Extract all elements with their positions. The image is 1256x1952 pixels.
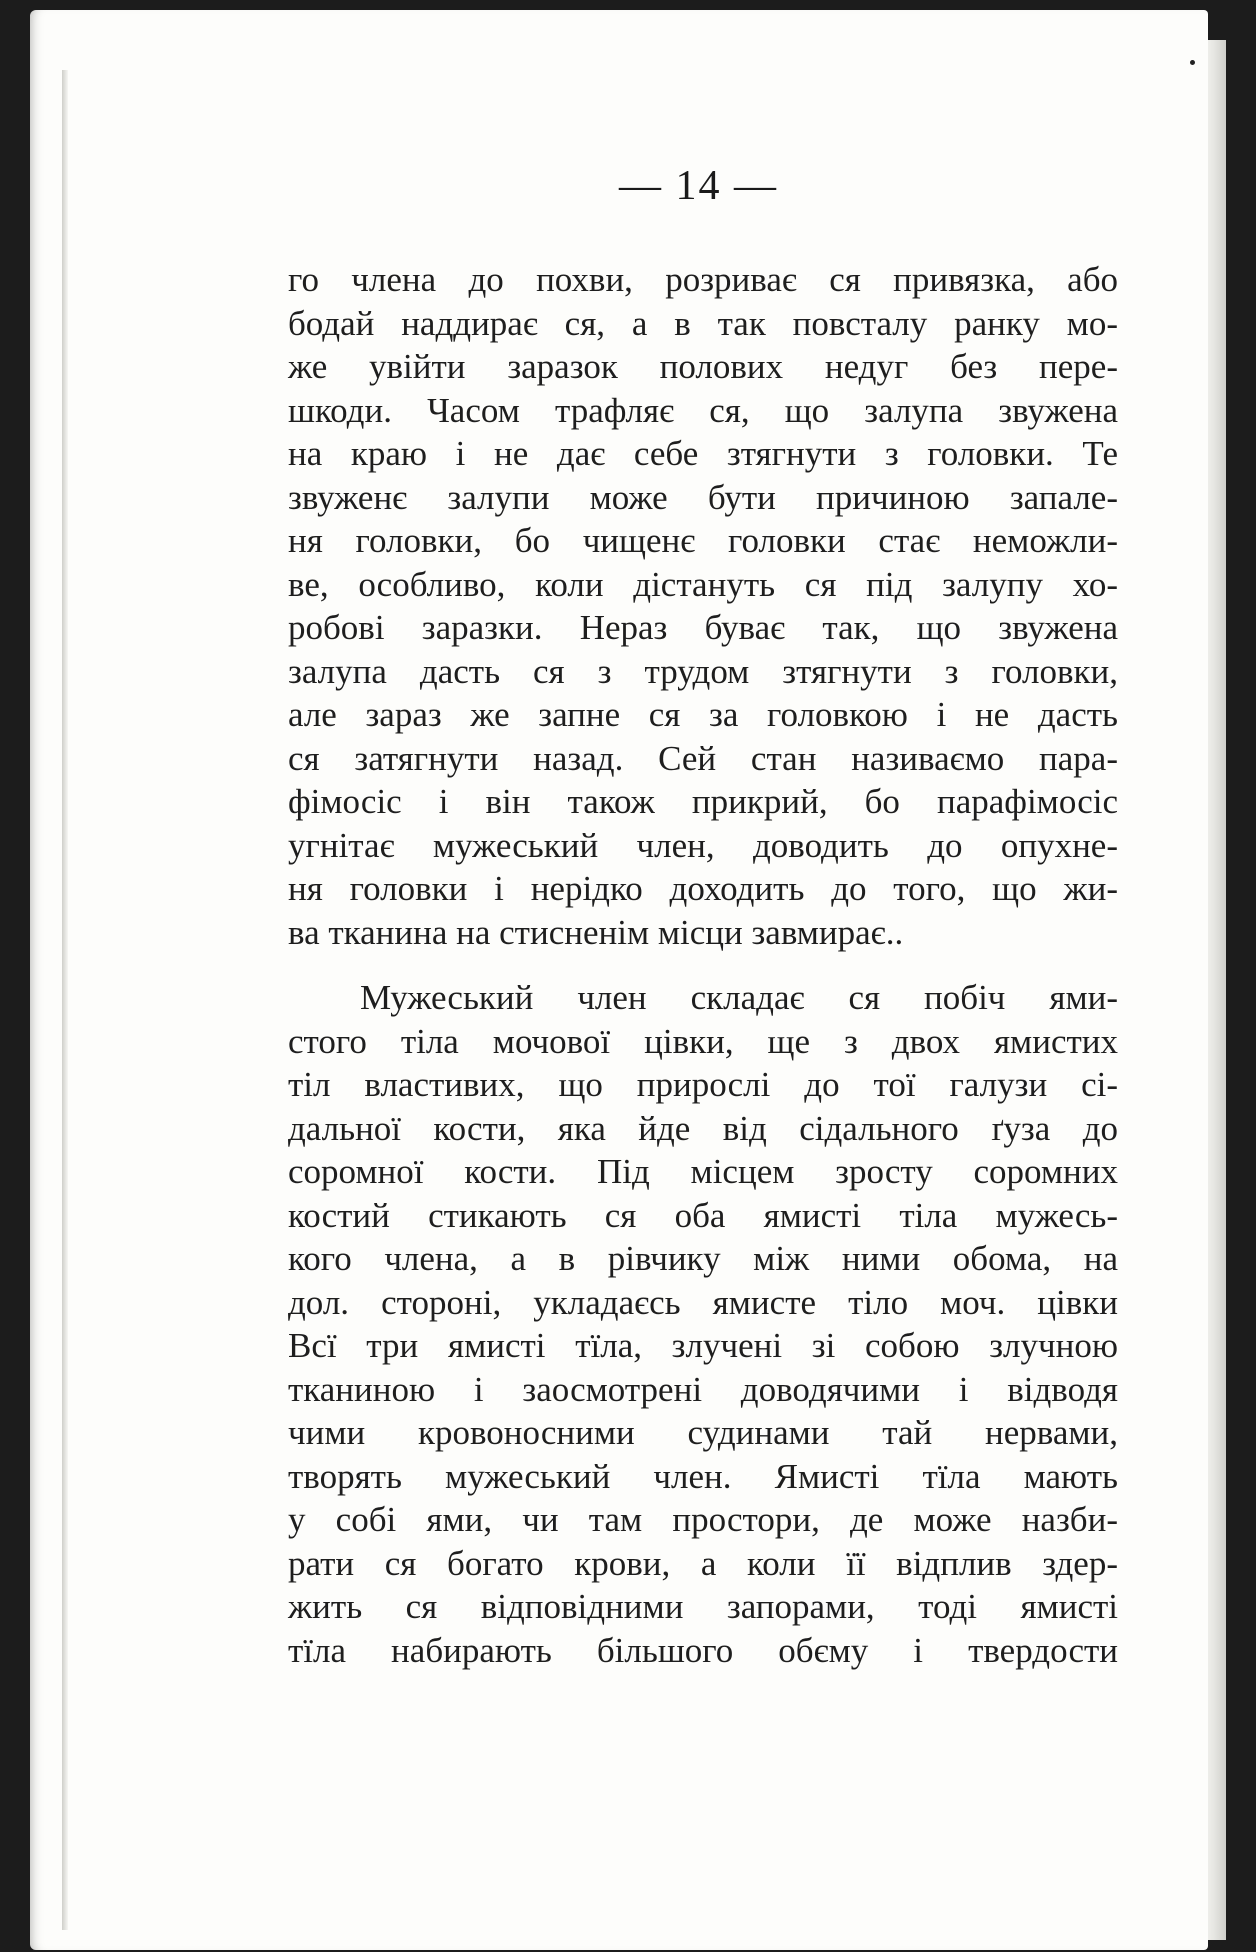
page-number: — 14 —: [619, 163, 778, 209]
text-line: угнітає мужеський член, доводить до опухне-: [288, 825, 1118, 865]
text-line: робові заразки. Нераз буває так, що звужена: [288, 608, 1118, 647]
text-line: у собі ями, чи там простори, де може назби-: [288, 1500, 1118, 1539]
text-line: чими кровоносними судинами тай нервами,: [288, 1413, 1118, 1452]
text-line: Мужеський член складає ся побіч ями-: [360, 978, 1118, 1017]
page-edge-left: [62, 70, 68, 1930]
paragraph-1: [288, 258, 1118, 954]
text-line: бодай наддирає ся, а в так повсталу ранку мо-: [288, 303, 1118, 343]
text-line: ва тканина на стисненім місци завмирає..: [288, 912, 904, 952]
text-line: ня головки, бо чищенє головки стає неможли-: [288, 521, 1118, 560]
text-line: жить ся відповідними запорами, тоді ямисті: [288, 1587, 1118, 1626]
text-line: дол. стороні, укладаєсь ямисте тіло моч. цівки: [288, 1282, 1118, 1322]
text-line: кого члена, а в рівчику між ними обома, на: [288, 1239, 1118, 1278]
text-line: тканиною і заосмотрені доводячими і відводя: [288, 1369, 1118, 1409]
text-line: але зараз же запне ся за головкою і не дасть: [288, 695, 1118, 734]
text-line: на краю і не дає себе зтягнути з головки. Те: [288, 434, 1118, 473]
text-line: творять мужеський член. Ямисті тїла мають: [288, 1456, 1118, 1496]
text-line: го члена до похви, розриває ся привязка, або: [288, 260, 1118, 299]
paragraph-gap: [288, 954, 1118, 976]
text-line: тіл властивих, що прирослі до тої галузи сі-: [288, 1065, 1118, 1104]
text-line: стого тіла мочової цівки, ще з двох ямистих: [288, 1021, 1118, 1061]
ink-speck: [1190, 60, 1195, 65]
text-line: соромної кости. Під місцем зросту соромних: [288, 1152, 1118, 1191]
text-line: звуженє залупи може бути причиною запале-: [288, 477, 1118, 517]
text-line: шкоди. Часом трафляє ся, що залупа звужена: [288, 390, 1118, 430]
text-line: фімосіс і він також прикрий, бо парафімосіс: [288, 782, 1118, 821]
body-text: [288, 258, 1118, 1672]
text-line: тїла набирають більшого обєму і твердости: [288, 1630, 1118, 1670]
text-line: залупа дасть ся з трудом зтягнути з головки,: [288, 651, 1118, 691]
text-line: же увійти заразок полових недуг без пере-: [288, 347, 1118, 386]
text-line: ня головки і нерідко доходить до того, що жи-: [288, 869, 1118, 908]
text-line: костий стикають ся оба ямисті тіла мужесь-: [288, 1195, 1118, 1235]
text-line: дальної кости, яка йде від сідального ґуза до: [288, 1108, 1118, 1148]
text-line: ве, особливо, коли дістануть ся під залупу хо-: [288, 564, 1118, 604]
text-line: Всї три ямисті тїла, злучені зі собою злучною: [288, 1326, 1118, 1365]
paragraph-2: [288, 976, 1118, 1672]
text-line: ся затягнути назад. Сей стан називаємо пара-: [288, 738, 1118, 778]
text-line: рати ся богато крови, а коли її відплив здер-: [288, 1543, 1118, 1583]
